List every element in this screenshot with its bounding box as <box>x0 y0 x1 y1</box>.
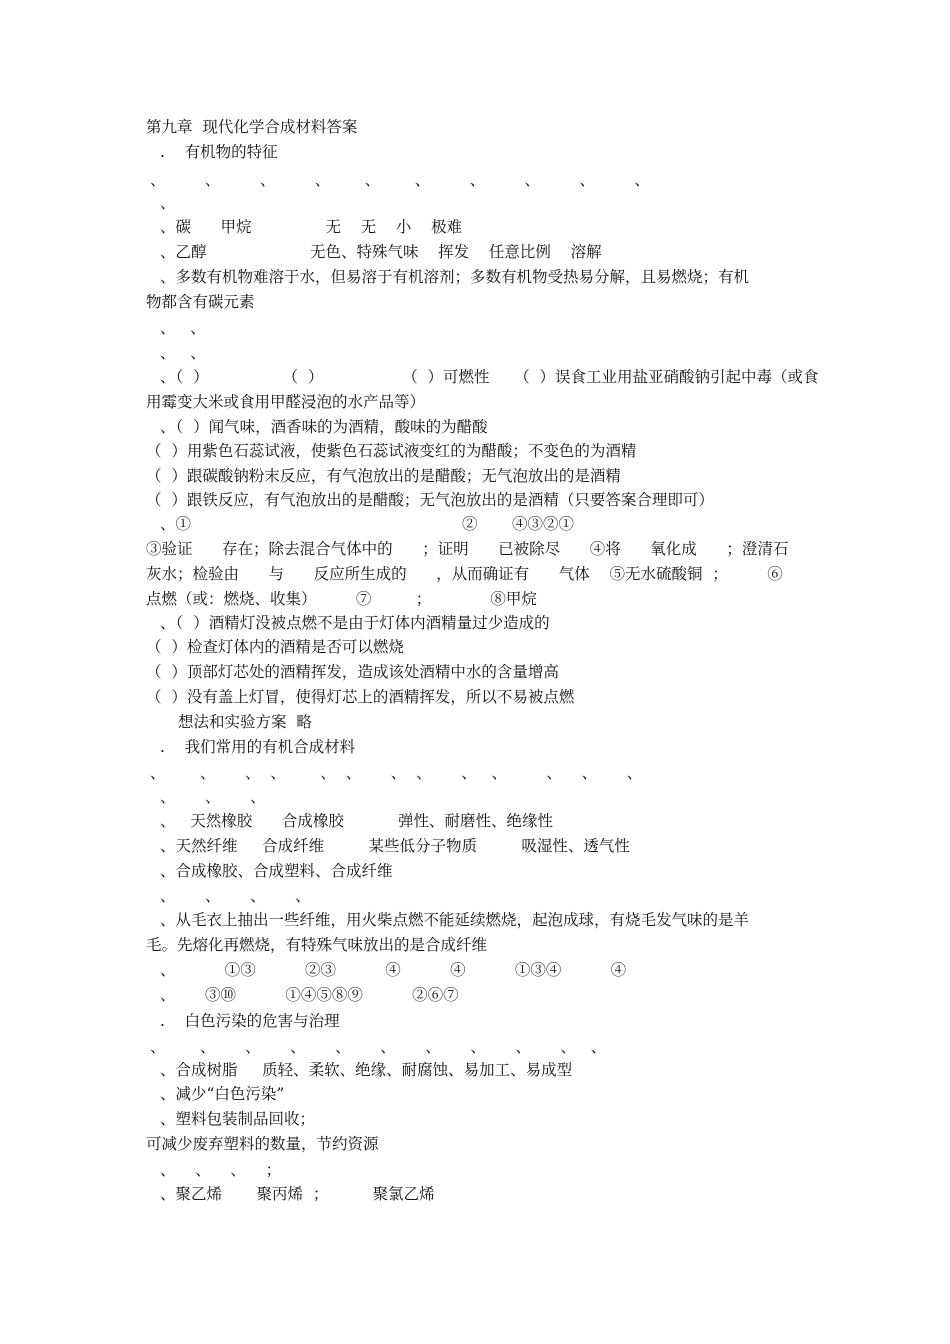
answer-line: 、塑料包装制品回收； <box>160 1110 316 1128</box>
answer-line: 、 ③⑩ ①④⑤⑧⑨ ②⑥⑦ <box>160 986 459 1004</box>
answer-line: 、减少“白色污染” <box>160 1085 285 1103</box>
answer-line: 物都含有碳元素 <box>146 293 255 311</box>
answer-line: 、① ② ④③②① <box>160 515 574 533</box>
answer-line: 、 、 、 ； <box>160 1161 282 1179</box>
answer-line: （ ）跟碳酸钠粉末反应，有气泡放出的是醋酸；无气泡放出的是酒精 <box>146 467 621 485</box>
answer-line: ③验证 存在；除去混合气体中的 ；证明 已被除尽 ④将 氧化成 ；澄清石 <box>146 540 789 558</box>
answer-line: 、 、 、 、 <box>160 887 311 905</box>
section-heading: . 白色污染的危害与治理 <box>160 1012 340 1030</box>
answer-line: 、合成树脂 质轻、柔软、绝缘、耐腐蚀、易加工、易成型 <box>160 1061 573 1079</box>
answer-line: （ ）用紫色石蕊试液，使紫色石蕊试液变红的为醋酸；不变色的为酒精 <box>146 442 637 460</box>
section-heading: . 有机物的特征 <box>160 143 278 161</box>
section-heading: . 我们常用的有机合成材料 <box>160 738 356 756</box>
answer-line: 、 <box>160 194 176 212</box>
answer-line: 、（ ） （ ） （ ）可燃性 （ ）误食工业用盐亚硝酸钠引起中毒（或食 <box>160 368 819 386</box>
answer-line: 灰水；检验由 与 反应所生成的 ，从而确证有 气体 ⑤无水硫酸铜 ； ⑥ <box>146 565 783 583</box>
answer-line: 想法和实验方案 略 <box>178 713 312 731</box>
answer-line: 、聚乙烯 聚丙烯 ； 聚氯乙烯 <box>160 1185 435 1203</box>
answer-line: 、 、 、 、 、 、 、 、 、 、 、 <box>150 1038 607 1056</box>
answer-line: 、乙醇 无色、特殊气味 挥发 任意比例 溶解 <box>160 243 602 261</box>
answer-line: 点燃（或：燃烧、收集） ⑦ ； ⑧甲烷 <box>146 590 537 608</box>
answer-line: （ ）检查灯体内的酒精是否可以燃烧 <box>146 638 404 656</box>
answer-line: 、从毛衣上抽出一些纤维，用火柴点燃不能延续燃烧，起泡成球，有烧毛发气味的是羊 <box>160 911 750 929</box>
answer-line: 、 、 <box>160 344 206 362</box>
answer-line: 、 、 、 <box>160 788 266 806</box>
answer-line: （ ）顶部灯芯处的酒精挥发，造成该处酒精中水的含量增高 <box>146 663 559 681</box>
answer-line: 、 、 、 、 、 、 、 、 、 、 、 、 、 <box>150 764 643 782</box>
answer-line: 、 、 <box>160 319 206 337</box>
answer-line: 、（ ）闻气味，酒香味的为酒精，酸味的为醋酸 <box>160 418 488 436</box>
answer-line: 、 、 、 、 、 、 、 、 、 、 <box>150 171 650 189</box>
answer-line: 、碳 甲烷 无 无 小 极难 <box>160 218 463 236</box>
answer-line: （ ）没有盖上灯冒，使得灯芯上的酒精挥发，所以不易被点燃 <box>146 688 575 706</box>
answer-line: 可减少废弃塑料的数量，节约资源 <box>146 1135 379 1153</box>
answer-line: 、合成橡胶、合成塑料、合成纤维 <box>160 862 393 880</box>
answer-line: 、天然纤维 合成纤维 某些低分子物质 吸湿性、透气性 <box>160 837 630 855</box>
answer-line: 、 ①③ ②③ ④ ④ ①③④ ④ <box>160 961 627 979</box>
answer-line: 、 天然橡胶 合成橡胶 弹性、耐磨性、绝缘性 <box>160 812 554 830</box>
answer-line: （ ）跟铁反应，有气泡放出的是醋酸；无气泡放出的是酒精（只要答案合理即可） <box>146 491 714 509</box>
answer-line: 毛。先熔化再燃烧，有特殊气味放出的是合成纤维 <box>146 936 488 954</box>
answer-line: 、多数有机物难溶于水，但易溶于有机溶剂；多数有机物受热易分解，且易燃烧；有机 <box>160 268 750 286</box>
answer-line: 、（ ）酒精灯没被点燃不是由于灯体内酒精量过少造成的 <box>160 614 550 632</box>
document-title: 第九章 现代化学合成材料答案 <box>146 118 358 136</box>
answer-line: 用霉变大米或食用甲醛浸泡的水产品等） <box>146 393 426 411</box>
